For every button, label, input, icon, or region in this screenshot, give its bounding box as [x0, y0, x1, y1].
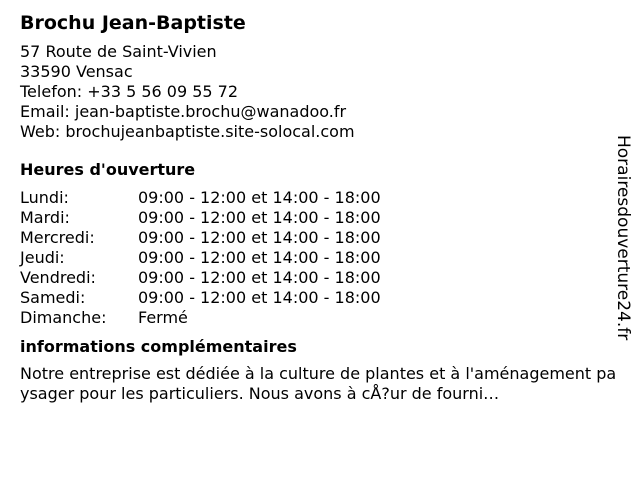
hours-time: 09:00 - 12:00 et 14:00 - 18:00: [138, 288, 381, 307]
web-line[interactable]: Web: brochujeanbaptiste.site-solocal.com: [20, 122, 355, 141]
hours-day: Samedi:: [20, 288, 86, 307]
hours-row: [20, 228, 610, 248]
hours-row: [20, 248, 610, 268]
business-card: [20, 10, 617, 404]
hours-row: [20, 188, 610, 208]
hours-row: [20, 288, 610, 308]
hours-time: 09:00 - 12:00 et 14:00 - 18:00: [138, 228, 381, 247]
hours-day: Jeudi:: [20, 248, 65, 267]
hours-day: Vendredi:: [20, 268, 96, 287]
hours-time: 09:00 - 12:00 et 14:00 - 18:00: [138, 208, 381, 227]
hours-row: [20, 268, 610, 288]
hours-time: Fermé: [138, 308, 188, 327]
contact-block: [20, 42, 610, 142]
hours-row: [20, 208, 610, 228]
hours-heading: Heures d'ouverture: [20, 160, 196, 179]
hours-time: 09:00 - 12:00 et 14:00 - 18:00: [138, 188, 381, 207]
info-heading: informations complémentaires: [20, 337, 297, 356]
address-city: 33590 Vensac: [20, 62, 133, 81]
email-line[interactable]: Email: jean-baptiste.brochu@wanadoo.fr: [20, 102, 347, 121]
hours-day: Dimanche:: [20, 308, 107, 327]
business-name: Brochu Jean-Baptiste: [20, 12, 246, 34]
hours-time: 09:00 - 12:00 et 14:00 - 18:00: [138, 268, 381, 287]
phone-line[interactable]: Telefon: +33 5 56 09 55 72: [20, 82, 239, 101]
hours-time: 09:00 - 12:00 et 14:00 - 18:00: [138, 248, 381, 267]
hours-row: [20, 308, 610, 328]
hours-day: Mardi:: [20, 208, 70, 227]
site-watermark: Horairesdouverture24.fr: [613, 135, 633, 341]
info-text: Notre entreprise est dédiée à la culture de plantes et à l'aménagement paysager pour les particuliers. Nous avons à cÅ?ur de fourni…: [20, 364, 617, 403]
hours-day: Lundi:: [20, 188, 69, 207]
hours-day: Mercredi:: [20, 228, 95, 247]
hours-table: [20, 188, 610, 328]
address-street: 57 Route de Saint-Vivien: [20, 42, 217, 61]
